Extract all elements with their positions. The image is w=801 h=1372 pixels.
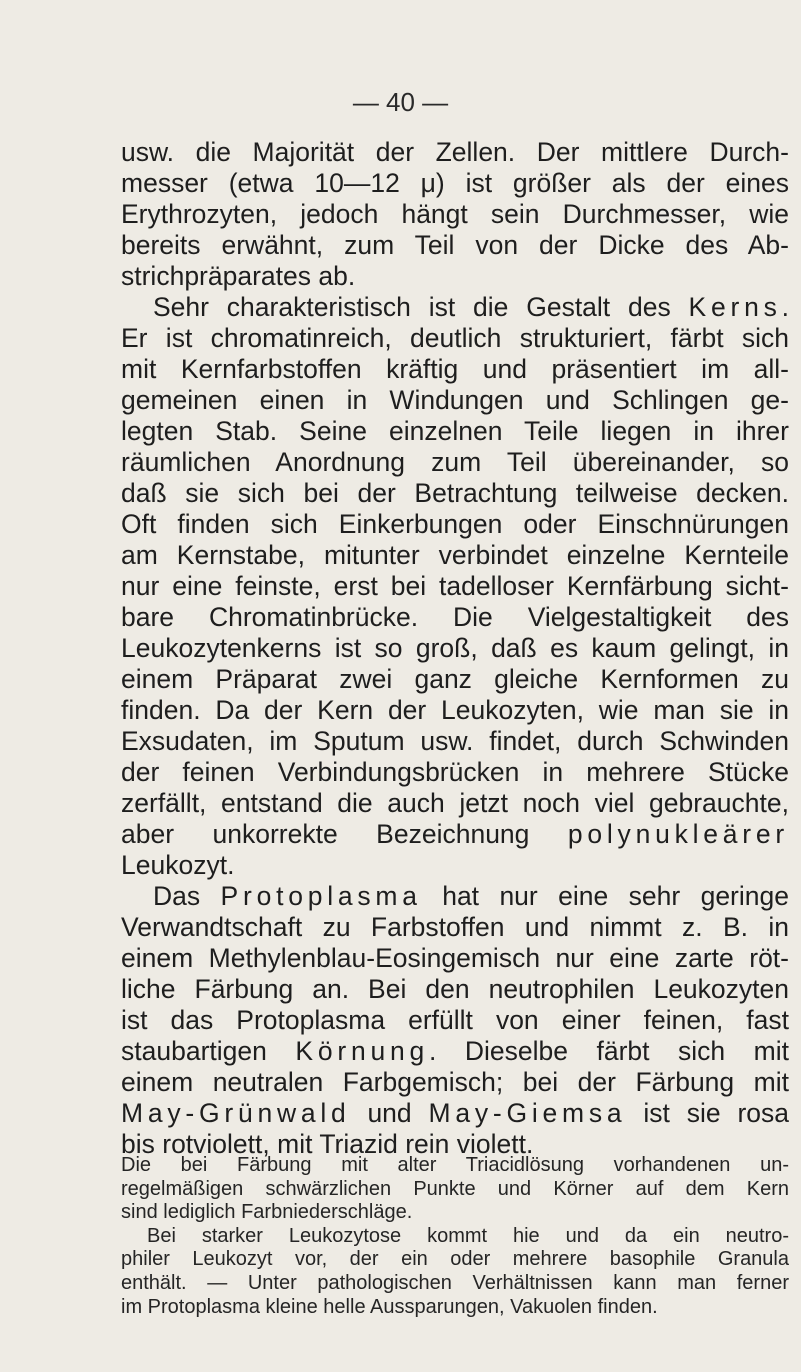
emphasized-term-may-gruenwald: May-Grünwald [121,1098,351,1128]
emphasized-term-may-giemsa: May-Giemsa [428,1098,627,1128]
text-line [121,881,789,912]
footnote-text [121,1154,789,1319]
text-line: Oft finden sich Einkerbungen oder Einschnürungen [121,509,789,539]
text-line: zerfällt, entstand die auch jetzt noch viel gebrauchte, [121,788,789,818]
text-line: finden. Da der Kern der Leukozyten, wie man sie in [121,695,789,725]
text-line: am Kernstabe, mitunter verbindet einzelne Kernteile [121,540,789,570]
small-text-line: philer Leukozyt vor, der ein oder mehrere basophile Granula [121,1248,789,1271]
text-line [121,819,789,850]
text-line: mit Kernfarbstoffen kräftig und präsentiert im all- [121,354,789,384]
small-text-line: sind lediglich Farbniederschläge. [121,1201,413,1224]
text-line: bis rotviolett, mit Triazid rein violett. [121,1129,534,1159]
text-line: einem Methylenblau-Eosingemisch nur eine zarte röt- [121,943,789,973]
emphasized-term-kerns: Kerns [688,292,782,322]
small-text-line: Die bei Färbung mit alter Triacidlösung vorhandenen un- [121,1154,789,1176]
text-span: staubartigen [121,1036,267,1066]
text-line: einem Präparat zwei ganz gleiche Kernformen zu [121,664,789,694]
text-line: bereits erwähnt, zum Teil von der Dicke des Ab- [121,230,789,260]
small-text-line: enthält. — Unter pathologischen Verhältnissen kann man ferner [121,1271,789,1294]
text-line: Er ist chromatinreich, deutlich strukturiert, färbt sich [121,323,789,353]
text-span: hat nur eine sehr geringe [442,881,789,911]
main-text [121,137,789,1160]
text-line: messer (etwa 10—12 μ) ist größer als der eines [121,168,789,198]
small-text-line: regelmäßigen schwärzlichen Punkte und Körner auf dem Kern [121,1177,789,1200]
text-line [121,1036,789,1067]
text-span: . Dieselbe färbt sich mit [428,1036,789,1066]
text-span: . [781,292,789,322]
text-line: strichpräparates ab. [121,261,356,291]
text-line: Erythrozyten, jedoch hängt sein Durchmesser, wie [121,199,789,229]
text-line: der feinen Verbindungsbrücken in mehrere Stücke [121,757,789,787]
text-line: liche Färbung an. Bei den neutrophilen Leukozyten [121,974,789,1004]
text-line: einem neutralen Farbgemisch; bei der Färbung mit [121,1067,789,1097]
text-line: legten Stab. Seine einzelnen Teile liegen in ihrer [121,416,789,446]
text-line: Verwandtschaft zu Farbstoffen und nimmt z. B. in [121,912,789,942]
emphasized-term-koernung: Körnung [295,1036,429,1066]
small-text-line: im Protoplasma kleine helle Aussparungen, Vakuolen finden. [121,1295,658,1318]
text-line: nur eine feinste, erst bei tadelloser Kernfärbung sicht- [121,571,789,601]
emphasized-term-polynuklear: polynukleärer [567,819,789,849]
text-span: Sehr charakteristisch ist die Gestalt des [153,292,671,322]
text-line [121,1098,789,1129]
page-number: — 40 — [352,87,449,117]
text-span: Das [153,881,201,911]
text-line: gemeinen einen in Windungen und Schlingen ge- [121,385,789,415]
small-text-line: Bei starker Leukozytose kommt hie und da ein neutro- [147,1224,789,1247]
text-line: usw. die Majorität der Zellen. Der mittlere Durch- [121,137,789,167]
text-line: bare Chromatinbrücke. Die Vielgestaltigkeit des [121,602,789,632]
text-line: Leukozytenkerns ist so groß, daß es kaum gelingt, in [121,633,789,663]
text-line: Exsudaten, im Sputum usw. findet, durch Schwinden [121,726,789,756]
emphasized-term-protoplasma: Protoplasma [220,881,422,911]
text-line: daß sie sich bei der Betrachtung teilweise decken. [121,478,789,508]
text-span: und [367,1098,412,1128]
text-line: ist das Protoplasma erfüllt von einer feinen, fast [121,1005,789,1035]
text-line: räumlichen Anordnung zum Teil übereinander, so [121,447,789,477]
text-span: ist sie rosa [643,1098,789,1128]
text-span: aber unkorrekte Bezeichnung [121,819,530,849]
text-line: Leukozyt. [121,850,235,880]
text-line [121,292,789,323]
